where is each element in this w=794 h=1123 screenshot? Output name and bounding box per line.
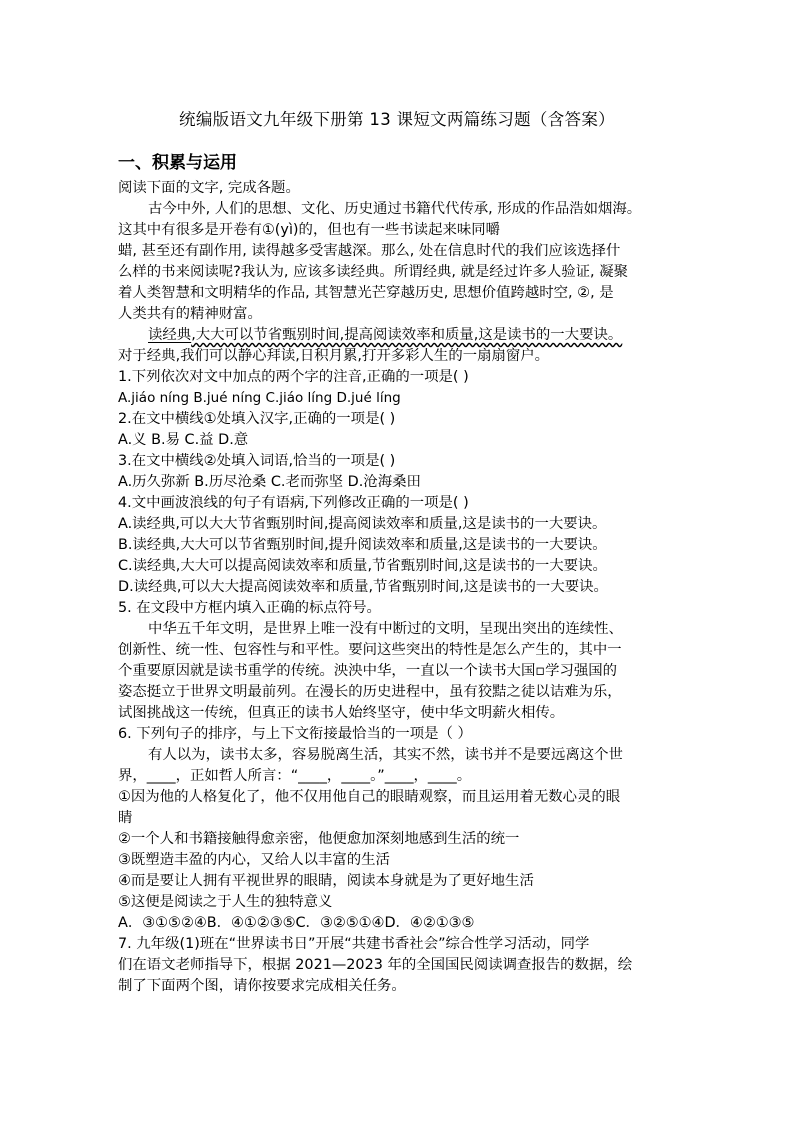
passage-line: 对于经典,我们可以静心拜读,日积月累,打开多彩人生的一扇扇窗户。 (118, 348, 550, 364)
passage-line: 么样的书来阅读呢?我认为, 应该多读经典。所谓经典, 就是经过许多人验证, 凝聚 (118, 264, 628, 280)
q6-option: ③既塑造丰盈的内心，又给人以丰富的生活 (118, 852, 390, 868)
q6-option: ①因为他的人格复化了，他不仅用他自己的眼睛观察，而且运用着无数心灵的眼 (118, 789, 621, 805)
question-6: 6. 下列句子的排序，与上下文衔接最恰当的一项是（ ） (118, 726, 472, 742)
q5-passage-line: 试图挑战这一传统，但真正的读书人始终坚守，使中华文明薪火相传。 (118, 705, 565, 721)
passage-line: 古今中外, 人们的思想、文化、历史通过书籍代代传承, 形成的作品浩如烟海。 (148, 201, 642, 217)
section-heading: 一、积累与运用 (118, 153, 237, 173)
question-5: 5. 在文段中方框内填入正确的标点符号。 (118, 600, 381, 616)
passage-line: 蜡, 甚至还有副作用, 读得越多受害越深。那么, 处在信息时代的我们应该选择什 (118, 243, 621, 259)
q6-option: ②一个人和书籍接触得愈亲密，他便愈加深刻地感到生活的统一 (118, 831, 520, 847)
passage-line: 人类共有的精神财富。 (118, 306, 262, 322)
q6-option: ⑤这便是阅读之于人生的独特意义 (118, 894, 333, 910)
wavy-sentence: ,大大可以节省甄别时间,提高阅读效率和质量,这是读书的一大要诀。 (191, 327, 623, 343)
q5-passage-line: 个重要原因就是读书重学的传统。泱泱中华，一直以一个读书大国▫学习强国的 (118, 663, 618, 679)
q6-option: 睛 (118, 810, 133, 826)
question-7-line: 7. 九年级(1)班在“世界读书日”开展“共建书香社会”综合性学习活动，同学 (118, 936, 590, 952)
q5-passage-line: 中华五千年文明，是世界上唯一没有中断过的文明，呈现出突出的连续性、 (148, 621, 623, 637)
question-3: 3.在文中横线②处填入词语,恰当的一项是( ) (118, 453, 396, 469)
wavy-lead: 读经典 (148, 327, 192, 343)
q6-option: ④而是要让人拥有平视世界的眼睛，阅读本身就是为了更好地生活 (118, 873, 534, 889)
q5-passage-line: 姿态挺立于世界文明最前列。在漫长的历史进程中，虽有狡黠之徒以诘难为乐， (118, 684, 622, 700)
passage-line: 这其中有很多是开卷有①(yì)的，但也有一些书读起来味同嚼 (118, 222, 501, 238)
question-3-options: A.历久弥新 B.历尽沧桑 C.老而弥坚 D.沧海桑田 (118, 474, 421, 490)
question-7-line: 制了下面两个图，请你按要求完成相关任务。 (118, 978, 406, 994)
question-4: 4.文中画波浪线的句子有语病,下列修改正确的一项是( ) (118, 495, 469, 511)
question-1: 1.下列依次对文中加点的两个字的注音,正确的一项是( ) (118, 369, 469, 385)
question-4-option: B.读经典,大大可以节省甄别时间,提升阅读效率和质量,这是读书的一大要诀。 (118, 537, 607, 553)
q6-passage-line: 有人以为，读书太多，容易脱离生活，其实不然，读书并不是要远离这个世 (148, 747, 623, 763)
wavy-sentence-line (148, 325, 622, 346)
question-2-options: A.义 B.易 C.益 D.意 (118, 432, 249, 448)
question-4-option: A.读经典,可以大大节省甄别时间,提高阅读效率和质量,这是读书的一大要诀。 (118, 516, 607, 532)
q6-passage-line: 界，____，正如哲人所言：“____，____。”____，____。 (118, 768, 472, 784)
intro-text: 阅读下面的文字, 完成各题。 (118, 180, 300, 196)
passage-line: 着人类智慧和文明精华的作品, 其智慧光芒穿越历史, 思想价值跨越时空, ②, 是 (118, 285, 614, 301)
question-4-option: C.读经典,大大可以提高阅读效率和质量,节省甄别时间,这是读书的一大要诀。 (118, 558, 607, 574)
question-1-options: A.jiáo níng B.jué níng C.jiáo líng D.jué líng (118, 390, 401, 406)
question-7-line: 们在语文老师指导下，根据 2021—2023 年的全国国民阅读调查报告的数据，绘 (118, 957, 633, 973)
document-title: 统编版语文九年级下册第 13 课短文两篇练习题（含答案） (179, 110, 615, 129)
question-2: 2.在文中横线①处填入汉字,正确的一项是( ) (118, 411, 396, 427)
question-4-option: D.读经典,可以大大提高阅读效率和质量,节省甄别时间,这是读书的一大要诀。 (118, 579, 608, 595)
q5-passage-line: 创新性、统一性、包容性与和平性。要问这些突出的特性是怎么产生的，其中一 (118, 642, 622, 658)
q6-answer-choices: A．③①⑤②④B．④①②③⑤C．③②⑤①④D．④②①③⑤ (118, 915, 475, 931)
